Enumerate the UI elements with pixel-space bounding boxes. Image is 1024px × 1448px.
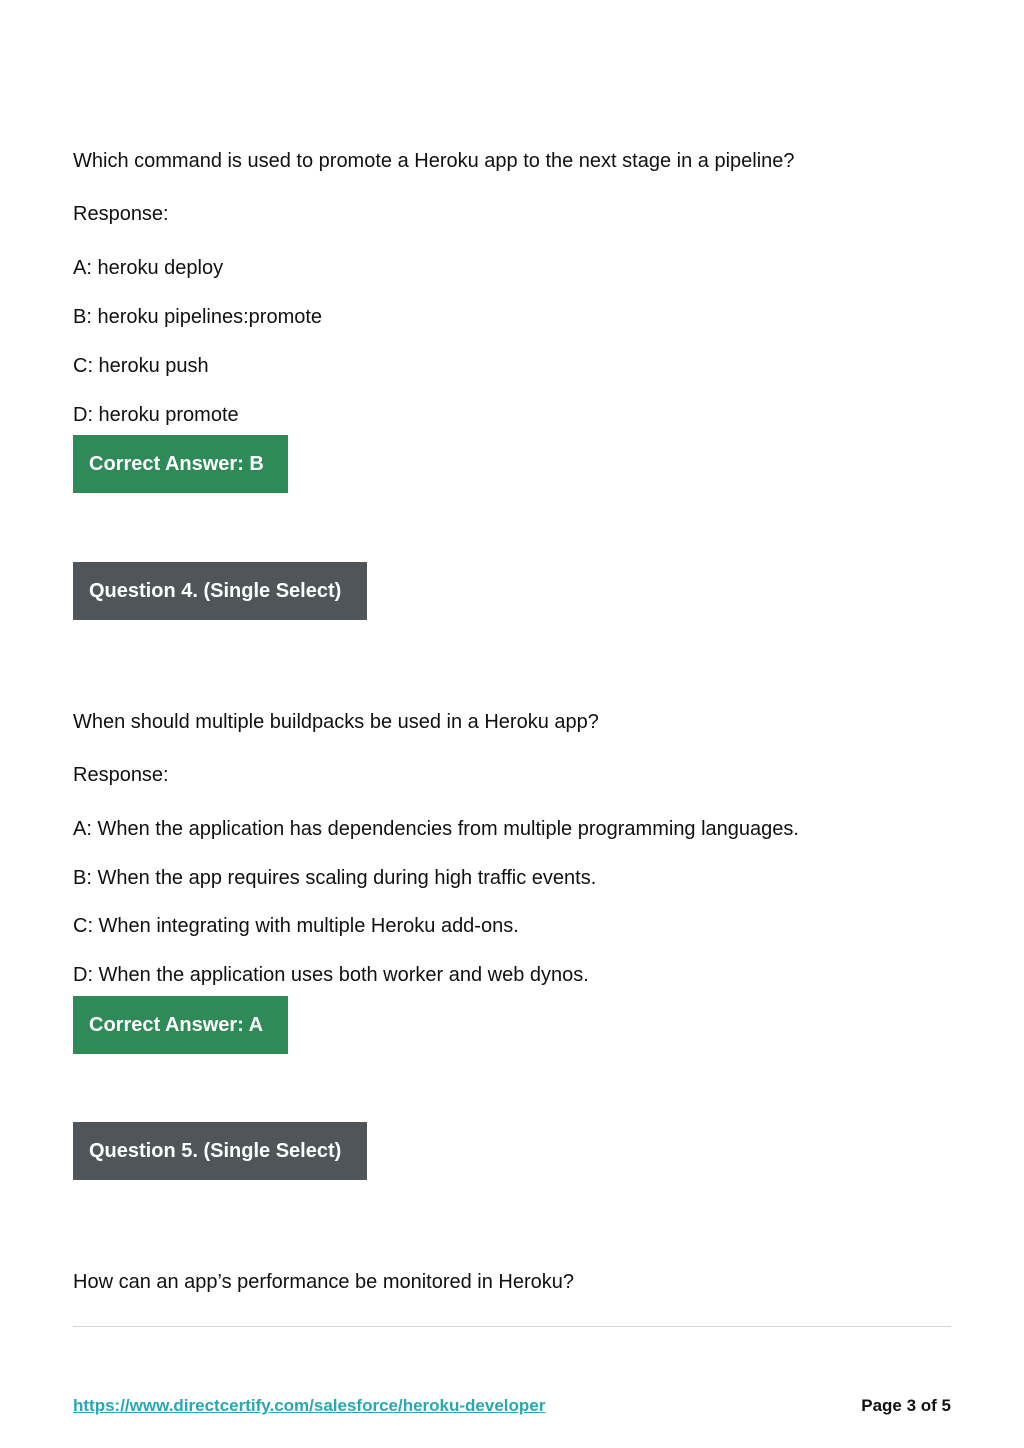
question-5-text: How can an app’s performance be monitored in Heroku?	[73, 1271, 575, 1293]
question-3-text: Which command is used to promote a Heroku app to the next stage in a pipeline?	[73, 150, 795, 172]
page-number: Page 3 of 5	[861, 1396, 951, 1415]
question-3-option-b: B: heroku pipelines:promote	[73, 306, 323, 328]
footer-url-link[interactable]: https://www.directcertify.com/salesforce/heroku-developer	[73, 1396, 546, 1415]
question-3-option-d: D: heroku promote	[73, 404, 239, 426]
question-4-text: When should multiple buildpacks be used in a Heroku app?	[73, 711, 599, 733]
question-3-response-label: Response:	[73, 203, 169, 225]
footer-divider	[73, 1326, 951, 1327]
question-4-option-b: B: When the app requires scaling during high traffic events.	[73, 867, 597, 889]
question-4-heading-badge: Question 4. (Single Select)	[73, 562, 367, 620]
question-3-correct-answer-badge: Correct Answer: B	[73, 435, 288, 493]
question-4-option-d: D: When the application uses both worker and web dynos.	[73, 964, 589, 986]
question-4-response-label: Response:	[73, 764, 169, 786]
question-3-option-a: A: heroku deploy	[73, 257, 224, 279]
question-5-heading-badge: Question 5. (Single Select)	[73, 1122, 367, 1180]
question-4-option-a: A: When the application has dependencies from multiple programming languages.	[73, 818, 799, 840]
question-3-option-c: C: heroku push	[73, 355, 209, 377]
question-4-option-c: C: When integrating with multiple Heroku add-ons.	[73, 915, 519, 937]
question-4-correct-answer-badge: Correct Answer: A	[73, 996, 288, 1054]
